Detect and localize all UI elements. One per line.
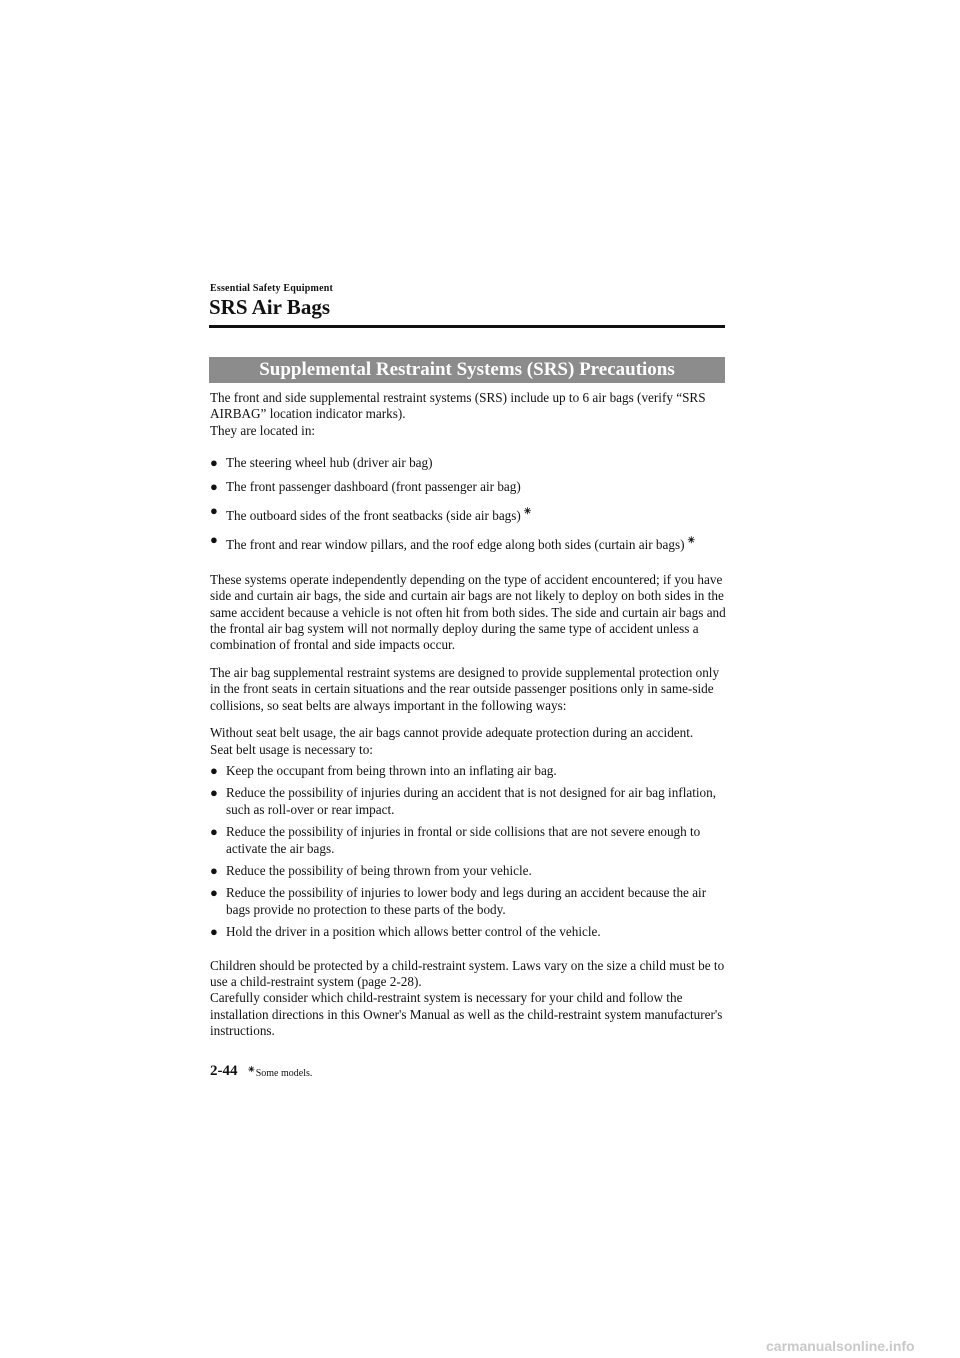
watermark: carmanualsonline.info bbox=[766, 1338, 915, 1354]
airbag-locations-list bbox=[210, 455, 730, 553]
asterisk-icon: ✳ bbox=[687, 534, 696, 545]
list-item: ● The steering wheel hub (driver air bag) bbox=[210, 455, 433, 471]
seatbelt-necessary-line: Seat belt usage is necessary to: bbox=[210, 741, 373, 757]
seatbelt-paragraph: Without seat belt usage, the air bags cannot provide adequate protection during an accident. bbox=[210, 725, 694, 741]
list-item: ● Keep the occupant from being thrown into an inflating air bag. bbox=[210, 762, 557, 778]
bullet-icon: ● bbox=[210, 531, 218, 547]
list-item: ● Reduce the possibility of injuries in frontal or side collisions that are not severe enough to activate the air bags. bbox=[210, 824, 701, 856]
bullet-icon: ● bbox=[210, 455, 218, 471]
section-banner: Supplemental Restraint Systems (SRS) Precautions bbox=[209, 357, 725, 383]
list-item: ● Reduce the possibility of being thrown from your vehicle. bbox=[210, 862, 532, 878]
list-item: ● Hold the driver in a position which allows better control of the vehicle. bbox=[210, 924, 601, 940]
section-name: Essential Safety Equipment bbox=[210, 283, 333, 294]
asterisk-icon: ✳ bbox=[523, 506, 532, 517]
supplemental-paragraph: The air bag supplemental restraint systems are designed to provide supplemental protection only in the front seats in certain situations and the rear outside passenger positions only in same-side collisions, so seat belts are always important in the following ways: bbox=[210, 664, 720, 713]
list-item: ● The front and rear window pillars, and the roof edge along both sides (curtain air bags) ✳ bbox=[210, 531, 696, 552]
bullet-icon: ● bbox=[210, 924, 218, 940]
page-number: 2-44 bbox=[210, 1063, 238, 1079]
page-title: SRS Air Bags bbox=[209, 295, 330, 319]
list-item: ● The outboard sides of the front seatbacks (side air bags) ✳ bbox=[210, 503, 532, 524]
list-item: ● Reduce the possibility of injuries to lower body and legs during an accident because the air bags provide no protection to these parts of the body. bbox=[210, 885, 707, 917]
footnote: ✳Some models. bbox=[248, 1065, 313, 1079]
intro-located-line: They are located in: bbox=[210, 422, 316, 438]
list-item: ● Reduce the possibility of injuries during an accident that is not designed for air bag inflation, such as roll-over or rear impact. bbox=[210, 785, 717, 817]
bullet-icon: ● bbox=[210, 503, 218, 519]
bullet-icon: ● bbox=[210, 762, 218, 778]
children-paragraph: Children should be protected by a child-restraint system. Laws vary on the size a child must be to use a child-restraint system (page 2-28). bbox=[210, 957, 725, 989]
independent-operation-paragraph: These systems operate independently depending on the type of accident encountered; if you have side and curtain air bags, the side and curtain air bags are not likely to deploy on both sides in the same accident because a vehicle is not often hit from both sides. The side and curtain air bags and the frontal air bag system will not normally deploy during the same type of accident unless a combination of frontal and side impacts occur. bbox=[210, 571, 726, 653]
bullet-icon: ● bbox=[210, 862, 218, 878]
asterisk-icon: ✳ bbox=[248, 1065, 255, 1074]
seatbelt-reasons-list bbox=[210, 763, 730, 941]
children-instructions-paragraph: Carefully consider which child-restraint system is necessary for your child and follow the installation directions in this Owner's Manual as well as the child-restraint system manufacturer's instructions. bbox=[210, 990, 723, 1039]
bullet-icon: ● bbox=[210, 824, 218, 840]
bullet-icon: ● bbox=[210, 885, 218, 901]
body-content bbox=[210, 390, 730, 1040]
bullet-icon: ● bbox=[210, 785, 218, 801]
title-divider bbox=[209, 325, 725, 328]
intro-paragraph: The front and side supplemental restraint systems (SRS) include up to 6 air bags (verify “SRS AIRBAG” location indicator marks). bbox=[210, 390, 706, 422]
list-item: ● The front passenger dashboard (front passenger air bag) bbox=[210, 479, 521, 495]
bullet-icon: ● bbox=[210, 479, 218, 495]
